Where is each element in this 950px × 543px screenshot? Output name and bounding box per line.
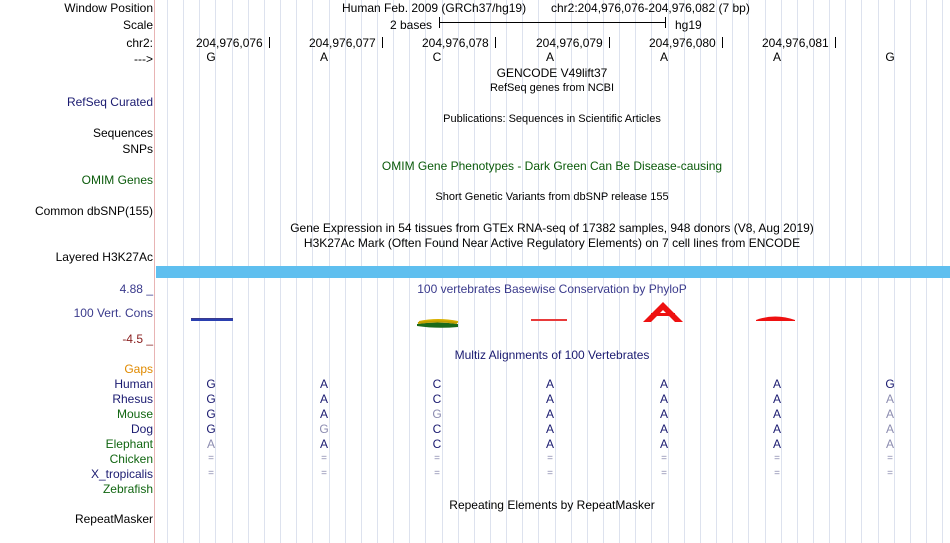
coord-tick	[835, 37, 836, 48]
repeatmasker-track-title[interactable]: Repeating Elements by RepeatMasker	[449, 498, 655, 512]
alignment-base: A	[319, 437, 328, 451]
omim-track-title[interactable]: OMIM Gene Phenotypes - Dark Green Can Be Disease-causing	[381, 159, 723, 173]
alignment-base: A	[659, 392, 668, 406]
alignment-base: =	[887, 468, 893, 479]
cons-track-label[interactable]: 100 Vert. Cons	[73, 306, 153, 320]
alignment-base: =	[661, 468, 667, 479]
scale-bar	[439, 17, 666, 28]
scale-db: hg19	[675, 18, 702, 32]
alignment-base: A	[885, 407, 894, 421]
alignment-base: =	[774, 453, 780, 464]
species-label[interactable]: Mouse	[116, 407, 153, 421]
alignment-base: A	[659, 437, 668, 451]
species-label[interactable]: X_tropicalis	[90, 467, 153, 481]
alignment-base: C	[432, 377, 442, 391]
common-dbsnp-label[interactable]: Common dbSNP(155)	[34, 204, 153, 218]
logo-c	[417, 319, 458, 328]
gencode-track-title[interactable]: GENCODE V49lift37	[496, 66, 608, 80]
coord-tick	[722, 37, 723, 48]
alignment-base: A	[545, 392, 554, 406]
refseq-curated-label[interactable]: RefSeq Curated	[66, 95, 153, 109]
publications-track-title[interactable]: Publications: Sequences in Scientific Articles	[443, 113, 661, 125]
coord-label: 204,976,080	[649, 36, 716, 50]
alignment-base: =	[661, 453, 667, 464]
coord-tick	[269, 37, 270, 48]
conservation-logo	[155, 298, 950, 332]
alignment-base: A	[772, 377, 781, 391]
chrom-label: chr2:	[126, 36, 153, 50]
logo-a-small	[531, 319, 567, 321]
alignment-base: =	[887, 453, 893, 464]
strand-label[interactable]: --->	[134, 52, 153, 66]
species-label[interactable]: Rhesus	[112, 392, 153, 406]
cons-max-label: 4.88 _	[119, 282, 153, 296]
coord-label: 204,976,077	[309, 36, 376, 50]
alignment-base: A	[319, 407, 328, 421]
coord-tick	[382, 37, 383, 48]
logo-g	[191, 318, 233, 321]
alignment-base: A	[545, 422, 554, 436]
alignment-base: =	[774, 468, 780, 479]
ref-base: A	[319, 50, 328, 64]
ref-base: A	[545, 50, 554, 64]
alignment-base: G	[319, 422, 329, 436]
coord-tick	[495, 37, 496, 48]
ref-base: C	[432, 50, 442, 64]
species-label[interactable]: Chicken	[109, 452, 153, 466]
alignment-base: A	[659, 407, 668, 421]
window-position-label: Window Position	[64, 1, 153, 15]
alignment-base: A	[885, 422, 894, 436]
alignment-base: =	[434, 453, 440, 464]
h3k27ac-track-title[interactable]: H3K27Ac Mark (Often Found Near Active Regulatory Elements) on 7 cell lines from ENCODE	[303, 236, 801, 250]
omim-genes-label[interactable]: OMIM Genes	[81, 173, 153, 187]
alignment-base: G	[432, 407, 442, 421]
gaps-label[interactable]: Gaps	[124, 362, 153, 376]
alignment-base: G	[206, 407, 216, 421]
alignment-base: A	[659, 422, 668, 436]
ref-base: A	[659, 50, 668, 64]
snp-track-title[interactable]: Short Genetic Variants from dbSNP release 155	[435, 191, 669, 203]
sequences-label[interactable]: Sequences	[92, 126, 153, 140]
alignment-base: =	[321, 468, 327, 479]
alignment-base: =	[547, 468, 553, 479]
logo-a-large	[643, 302, 683, 322]
alignment-base: C	[432, 437, 442, 451]
alignment-base: A	[885, 437, 894, 451]
h3k27ac-signal-bar[interactable]	[156, 266, 950, 278]
alignment-base: A	[206, 437, 215, 451]
alignment-base: A	[885, 392, 894, 406]
species-label[interactable]: Elephant	[105, 437, 153, 451]
alignment-base: A	[319, 392, 328, 406]
alignment-base: G	[206, 422, 216, 436]
phylop-track-title[interactable]: 100 vertebrates Basewise Conservation by PhyloP	[417, 282, 687, 296]
repeatmasker-label[interactable]: RepeatMasker	[74, 512, 153, 526]
alignment-base: A	[772, 422, 781, 436]
scale-text: 2 bases	[390, 18, 433, 32]
logo-a-medium	[756, 317, 795, 322]
alignment-base: A	[545, 407, 554, 421]
coord-label: 204,976,076	[196, 36, 263, 50]
alignment-base: A	[545, 377, 554, 391]
alignment-base: C	[432, 392, 442, 406]
alignment-base: A	[772, 407, 781, 421]
ref-base: G	[885, 50, 895, 64]
coord-label: 204,976,081	[762, 36, 829, 50]
multiz-track-title[interactable]: Multiz Alignments of 100 Vertebrates	[454, 348, 650, 362]
refseq-track-title[interactable]: RefSeq genes from NCBI	[489, 82, 615, 94]
coord-label: 204,976,078	[422, 36, 489, 50]
ref-base: G	[206, 50, 216, 64]
cons-min-label: -4.5 _	[122, 332, 153, 346]
alignment-base: =	[547, 453, 553, 464]
alignment-base: G	[206, 392, 216, 406]
position-text[interactable]: chr2:204,976,076-204,976,082 (7 bp)	[551, 1, 750, 15]
ref-base: A	[772, 50, 781, 64]
coord-label: 204,976,079	[536, 36, 603, 50]
gtex-track-title[interactable]: Gene Expression in 54 tissues from GTEx RNA-seq of 17382 samples, 948 donors (V8, Aug 2019)	[290, 221, 814, 235]
alignment-base: =	[208, 468, 214, 479]
alignment-base: G	[885, 377, 895, 391]
alignment-base: A	[545, 437, 554, 451]
alignment-base: A	[659, 377, 668, 391]
assembly-text: Human Feb. 2009 (GRCh37/hg19)	[342, 1, 527, 15]
species-label[interactable]: Dog	[130, 422, 153, 436]
alignment-base: C	[432, 422, 442, 436]
alignment-base: =	[321, 453, 327, 464]
alignment-base: A	[772, 437, 781, 451]
species-label[interactable]: Zebrafish	[102, 482, 153, 496]
alignment-base: A	[319, 377, 328, 391]
alignment-base: G	[206, 377, 216, 391]
scale-label: Scale	[122, 18, 153, 32]
coord-tick	[609, 37, 610, 48]
species-label[interactable]: Human	[114, 377, 153, 391]
alignment-base: =	[208, 453, 214, 464]
layered-h3k27ac-label[interactable]: Layered H3K27Ac	[55, 250, 153, 264]
snps-label[interactable]: SNPs	[122, 142, 153, 156]
alignment-base: =	[434, 468, 440, 479]
alignment-base: A	[772, 392, 781, 406]
